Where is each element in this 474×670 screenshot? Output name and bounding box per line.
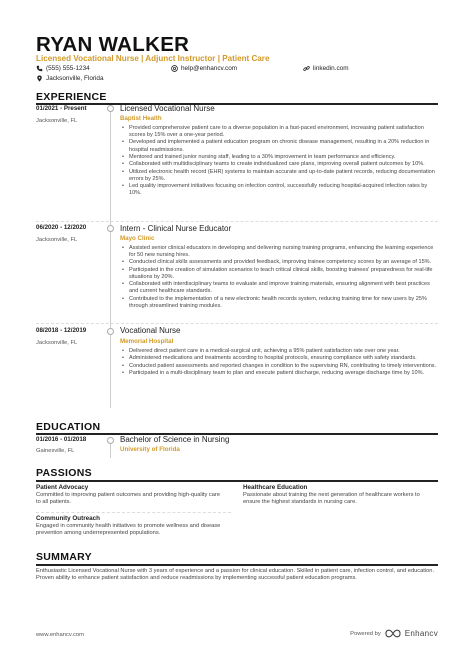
education-heading: EDUCATION — [36, 421, 101, 433]
timeline-dot — [107, 328, 114, 335]
education-school: University of Florida — [120, 446, 180, 453]
job-location: Jacksonville, FL — [36, 340, 78, 346]
experience-rule — [36, 103, 438, 105]
experience-heading: EXPERIENCE — [36, 91, 107, 103]
summary-text: Enthusiastic Licensed Vocational Nurse with 3 years of experience and a passion for clinical education. Skilled in patient care, infection control, and education. Proven ability to enhance patient satisfaction and reduce readmissions by implementing successful patient education programs. — [36, 568, 435, 582]
list-item: • Assisted senior clinical educators in developing and delivering nursing training programs, enhancing the learning experience for 50 new nursing hires. — [122, 245, 440, 259]
passion-text: Engaged in community health initiatives to promote wellness and disease prevention among underrepresented populations. — [36, 523, 221, 537]
job-divider — [36, 323, 438, 324]
list-item: • Utilized electronic health record (EHR) systems to maintain accurate and up-to-date patient records, reducing documentation errors by 25%. — [122, 169, 440, 183]
footer-website[interactable]: www.enhancv.com — [36, 632, 84, 638]
education-rule — [36, 433, 438, 435]
list-item: • Collaborated with multidisciplinary teams to create individualized care plans, improving overall patient outcomes by 10%. — [122, 161, 440, 168]
candidate-name: RYAN WALKER — [36, 33, 190, 56]
passion-title: Community Outreach — [36, 515, 101, 522]
linkedin-text: linkedin.com — [313, 65, 349, 72]
list-item: • Led quality improvement initiatives focusing on infection control, successfully reducing hospital-acquired infection rates by 10%. — [122, 183, 440, 197]
passion-title: Patient Advocacy — [36, 484, 89, 491]
location-text: Jacksonville, Florida — [46, 75, 104, 82]
job-role: Vocational Nurse — [120, 326, 181, 335]
education-location: Gainesville, FL — [36, 448, 75, 454]
list-item: • Conducted clinical skills assessments and provided feedback, improving trainee competency scores by an average of 15%. — [122, 259, 440, 266]
summary-rule — [36, 564, 438, 566]
list-item: • Provided comprehensive patient care to a diverse population in a fast-paced environment, increasing patient satisfaction scores by 15% over a one-year period. — [122, 125, 440, 139]
phone-icon — [36, 65, 43, 72]
list-item: • Developed and implemented a patient education program on chronic disease management, resulting in a 20% reduction in hospital readmissions. — [122, 139, 440, 153]
passion-text: Passionate about training the next generation of healthcare workers to ensure the highest standards in nursing care. — [243, 492, 420, 506]
job-divider — [36, 221, 438, 222]
summary-heading: SUMMARY — [36, 551, 92, 563]
contact-linkedin[interactable] — [303, 65, 349, 72]
job-role: Licensed Vocational Nurse — [120, 104, 215, 113]
candidate-subtitle: Licensed Vocational Nurse | Adjunct Instructor | Patient Care — [36, 54, 270, 63]
location-icon — [36, 75, 43, 82]
job-bullets — [122, 245, 440, 310]
job-dates: 08/2018 - 12/2019 — [36, 327, 87, 334]
experience-timeline — [110, 108, 111, 408]
job-bullets — [122, 125, 440, 198]
list-item: • Administered medications and treatments according to hospital protocols, ensuring compliance with safety standards. — [122, 355, 440, 362]
contact-location — [36, 75, 104, 82]
job-company: Baptist Health — [120, 115, 162, 122]
timeline-dot — [107, 225, 114, 232]
passion-divider — [36, 512, 231, 513]
list-item: • Collaborated with interdisciplinary teams to evaluate and improve training materials, ensuring alignment with best practices and current healthcare standards. — [122, 281, 440, 295]
timeline-dot — [107, 437, 114, 444]
list-item: • Contributed to the implementation of a new electronic health records system, reducing training time for new users by 25% through streamlined training modules. — [122, 296, 440, 310]
job-company: Memorial Hospital — [120, 338, 174, 345]
job-role: Intern - Clinical Nurse Educator — [120, 224, 232, 233]
list-item: • Mentored and trained junior nursing staff, leading to a 30% improvement in team performance and efficiency. — [122, 154, 440, 161]
job-location: Jacksonville, FL — [36, 118, 78, 124]
powered-by-label: Powered by — [350, 630, 381, 637]
job-dates: 06/2020 - 12/2020 — [36, 224, 87, 231]
timeline-dot — [107, 105, 114, 112]
education-dates: 01/2016 - 01/2018 — [36, 436, 87, 443]
list-item: • Conducted patient assessments and reported changes in condition to the supervising RN, contributing to timely interventions. — [122, 363, 440, 370]
link-icon — [303, 65, 310, 72]
enhancv-logo-icon — [385, 629, 401, 638]
passion-text: Committed to improving patient outcomes and providing high-quality care to all patients. — [36, 492, 220, 506]
list-item: • Participated in a multi-disciplinary team to plan and execute patient discharge, reducing average discharge time by 10%. — [122, 370, 440, 377]
at-icon — [171, 65, 178, 72]
passions-rule — [36, 480, 438, 482]
phone-text: (555) 555-1234 — [46, 65, 90, 72]
email-text: help@enhancv.com — [181, 65, 238, 72]
job-dates: 01/2021 - Present — [36, 105, 87, 112]
job-bullets — [122, 348, 440, 378]
job-company: Mayo Clinic — [120, 235, 155, 242]
passion-title: Healthcare Education — [243, 484, 308, 491]
footer-branding — [350, 629, 438, 638]
list-item: • Participated in the creation of simulation scenarios to teach critical clinical skills, boosting trainees' preparedness for real-life situations by 20%. — [122, 267, 440, 281]
education-degree: Bachelor of Science in Nursing — [120, 435, 230, 444]
job-location: Jacksonville, FL — [36, 237, 78, 243]
contact-phone — [36, 65, 90, 72]
list-item: • Delivered direct patient care in a medical-surgical unit, achieving a 95% patient satisfaction rate over one year. — [122, 348, 440, 355]
contact-email[interactable] — [171, 65, 237, 72]
brand-name: Enhancv — [404, 629, 438, 638]
passions-heading: PASSIONS — [36, 467, 92, 479]
